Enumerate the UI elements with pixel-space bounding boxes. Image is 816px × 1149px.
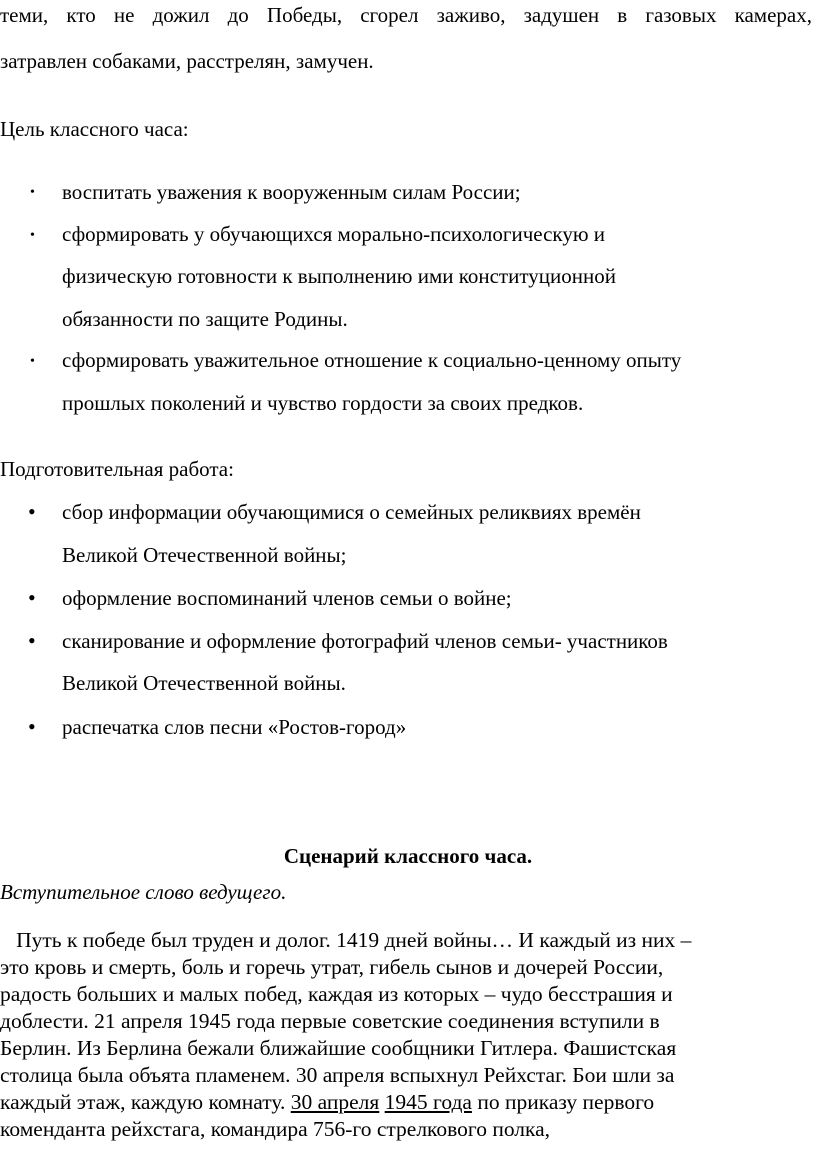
paragraph-line-8: коменданта рейхстага, командира 756-го стрелкового полка, bbox=[0, 1117, 551, 1141]
bullet-icon: • bbox=[28, 585, 36, 610]
goal-item-1: воспитать уважения к вооруженным силам России; bbox=[62, 180, 521, 204]
bullet-icon: • bbox=[30, 185, 35, 200]
date-link-30-april[interactable]: 30 апреля bbox=[290, 1090, 380, 1114]
goal-item-3-line-1: сформировать уважительное отношение к социально-ценному опыту bbox=[62, 348, 682, 372]
paragraph-line-7-start: каждый этаж, каждую комнату. bbox=[0, 1090, 291, 1114]
paragraph-line-3: радость больших и малых побед, каждая из которых – чудо бесстрашия и bbox=[0, 982, 673, 1006]
goal-heading: Цель классного часа: bbox=[0, 117, 189, 141]
paragraph-line-7 bbox=[0, 1090, 654, 1114]
prep-item-3-line-1: сканирование и оформление фотографий членов семьи- участников bbox=[62, 629, 668, 653]
intro-line-1: теми, кто не дожил до Победы, сгорел заживо, задушен в газовых камерах, bbox=[0, 3, 812, 27]
prep-item-1-line-1: сбор информации обучающимися о семейных реликвиях времён bbox=[62, 500, 641, 524]
goal-item-2-line-2: физическую готовности к выполнению ими конституционной bbox=[62, 264, 616, 288]
date-link-1945-year[interactable]: 1945 года bbox=[384, 1090, 472, 1114]
paragraph-line-1: Путь к победе был труден и долог. 1419 дней войны… И каждый из них – bbox=[0, 928, 692, 952]
prep-item-4: распечатка слов песни «Ростов-город» bbox=[62, 715, 407, 739]
paragraph-line-7-end: по приказу первого bbox=[471, 1090, 655, 1114]
bullet-icon: • bbox=[28, 499, 36, 524]
paragraph-line-5: Берлин. Из Берлина бежали ближайшие сообщники Гитлера. Фашистская bbox=[0, 1036, 677, 1060]
intro-line-2: затравлен собаками, расстрелян, замучен. bbox=[0, 49, 374, 73]
prep-item-1-line-2: Великой Отечественной войны; bbox=[62, 543, 347, 567]
prep-item-3-line-2: Великой Отечественной войны. bbox=[62, 671, 346, 695]
goal-item-3-line-2: прошлых поколений и чувство гордости за своих предков. bbox=[62, 391, 584, 415]
scenario-subtitle: Вступительное слово ведущего. bbox=[0, 880, 287, 904]
prep-item-2: оформление воспоминаний членов семьи о войне; bbox=[62, 586, 512, 610]
bullet-icon: • bbox=[30, 354, 35, 369]
paragraph-line-6: столица была объята пламенем. 30 апреля вспыхнул Рейхстаг. Бои шли за bbox=[0, 1063, 675, 1087]
scenario-title: Сценарий классного часа. bbox=[283, 844, 533, 868]
paragraph-line-4: доблести. 21 апреля 1945 года первые советские соединения вступили в bbox=[0, 1009, 660, 1033]
goal-item-2-line-1: сформировать у обучающихся морально-психологическую и bbox=[62, 222, 605, 246]
bullet-icon: • bbox=[28, 628, 36, 653]
prep-heading: Подготовительная работа: bbox=[0, 457, 234, 481]
paragraph-line-2: это кровь и смерть, боль и горечь утрат, гибель сынов и дочерей России, bbox=[0, 955, 664, 979]
bullet-icon: • bbox=[28, 714, 36, 739]
bullet-icon: • bbox=[30, 228, 35, 243]
goal-item-2-line-3: обязанности по защите Родины. bbox=[62, 307, 348, 331]
